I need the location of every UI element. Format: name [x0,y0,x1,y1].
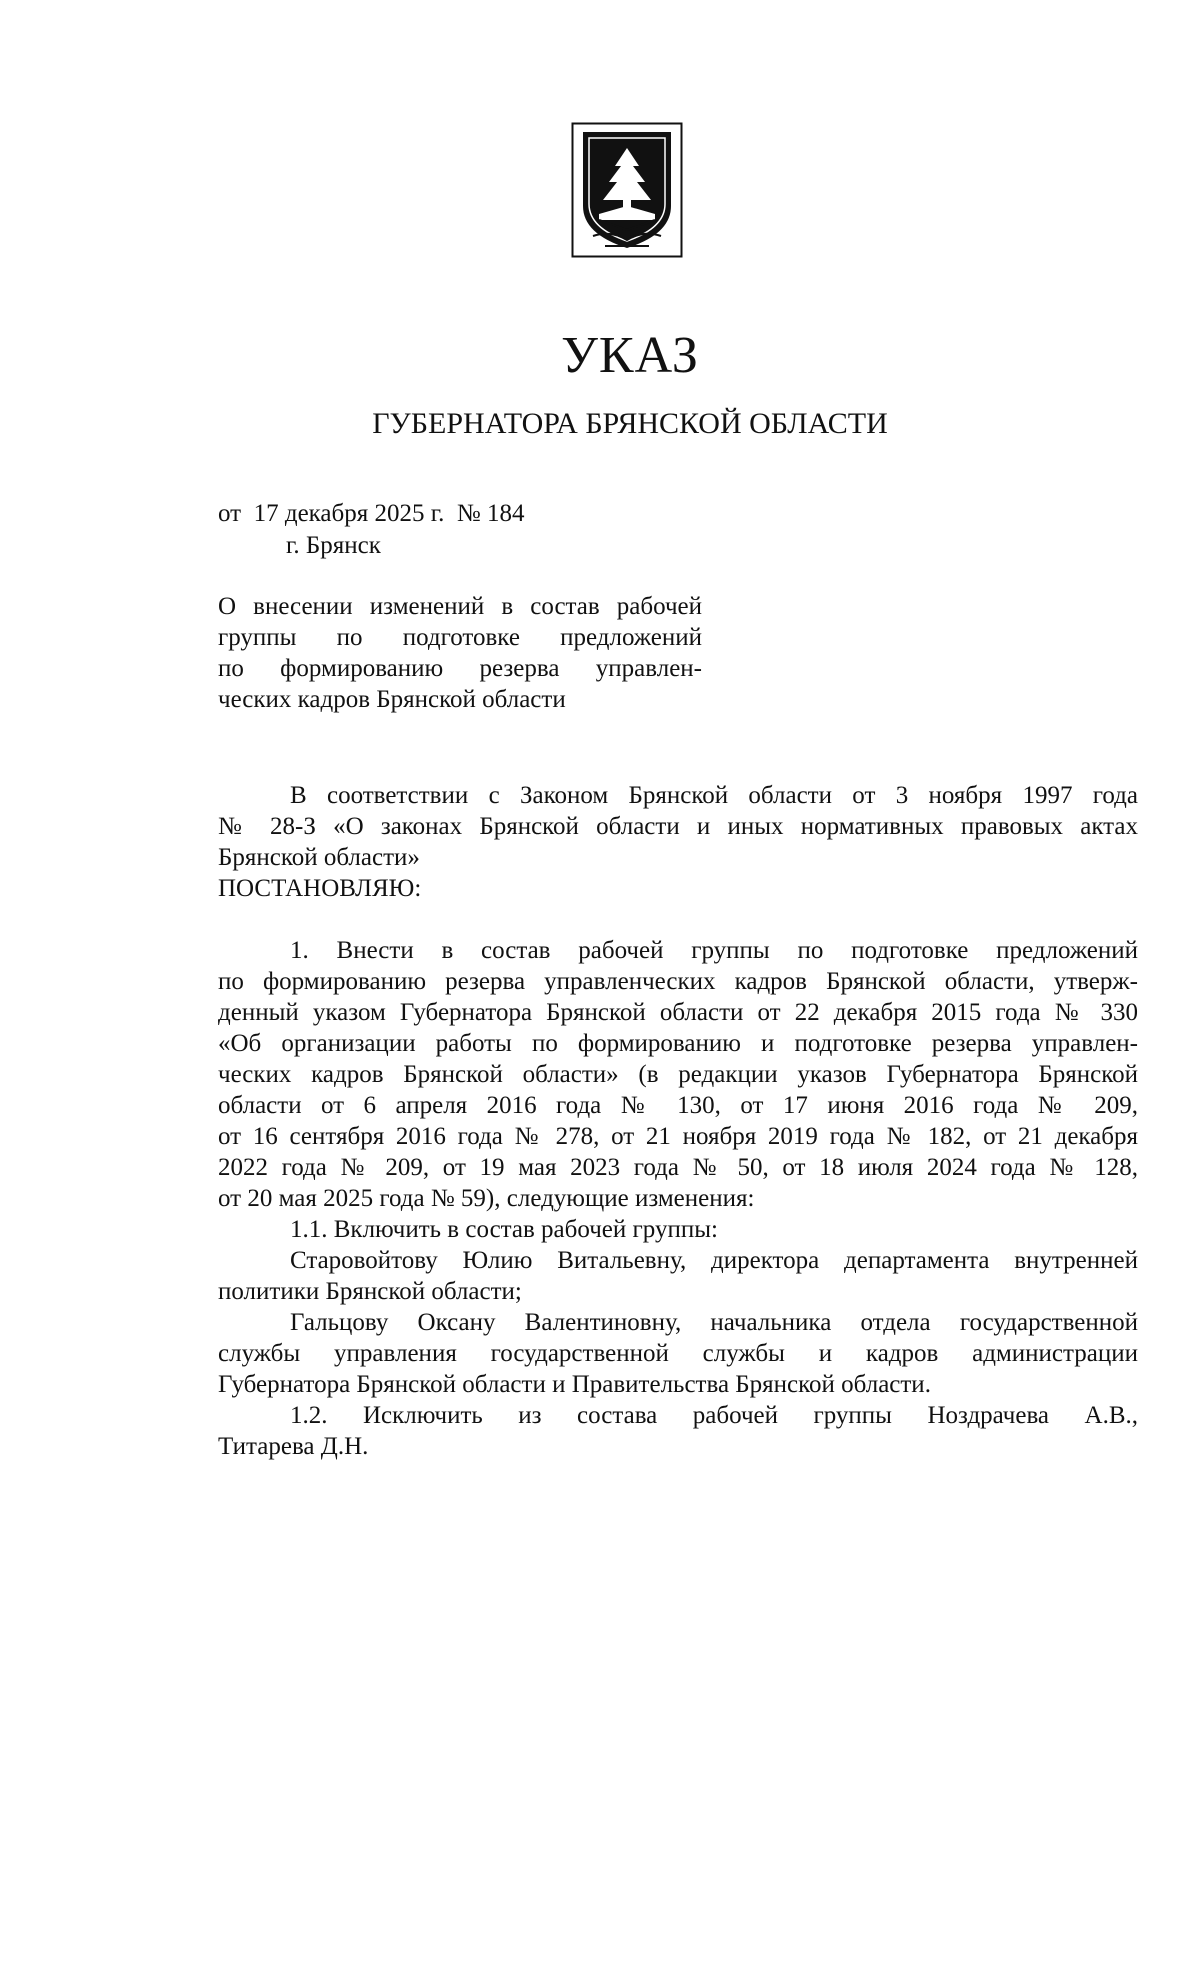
document-title: УКАЗ [561,327,699,384]
body-line: Старовойтову Юлию Витальевну, директора департамента внутренней [290,1247,1138,1274]
body-line: «Об организации работы по формированию и подготовке резерва управлен- [218,1030,1138,1057]
body-line: от 16 сентября 2016 года № 278, от 21 ноября 2019 года № 182, от 21 декабря [218,1123,1138,1150]
subject-line: группы по подготовке предложений [218,624,702,651]
preamble-paragraph [218,780,1138,904]
preamble-line: В соответствии с Законом Брянской области от 3 ноября 1997 года [290,782,1138,809]
body-line: 1.2. Исключить из состава рабочей группы Ноздрачева А.В., [290,1402,1138,1429]
subject-line: О внесении изменений в состав рабочей [218,593,702,620]
body-line: 2022 года № 209, от 19 мая 2023 года № 50, от 18 июля 2024 года № 128, [218,1154,1138,1181]
decree-body [218,935,1138,1462]
body-line: денный указом Губернатора Брянской области от 22 декабря 2015 года № 330 [218,999,1138,1026]
document-subtitle: ГУБЕРНАТОРА БРЯНСКОЙ ОБЛАСТИ [372,407,888,440]
decree-keyword: ПОСТАНОВЛЯЮ: [218,875,422,902]
preamble-line: Брянской области» [218,844,420,871]
preamble-line: № 28-З «О законах Брянской области и иных нормативных правовых актах [218,813,1138,840]
body-line: Губернатора Брянской области и Правительства Брянской области. [218,1371,931,1398]
body-line: от 20 мая 2025 года № 59), следующие изменения: [218,1185,755,1212]
body-line: Гальцову Оксану Валентиновну, начальника отдела государственной [290,1309,1138,1336]
subject-line: ческих кадров Брянской области [218,686,566,713]
subject-line: по формированию резерва управлен- [218,655,702,682]
coat-of-arms-emblem [571,122,683,258]
body-line: Титарева Д.Н. [218,1433,369,1460]
body-line: службы управления государственной службы и кадров администрации [218,1340,1138,1367]
city-line: г. Брянск [286,532,381,559]
body-line: политики Брянской области; [218,1278,522,1305]
body-line: ческих кадров Брянской области» (в редакции указов Губернатора Брянской [218,1061,1138,1088]
body-line: по формированию резерва управленческих кадров Брянской области, утверж- [218,968,1138,995]
date-number-line: от 17 декабря 2025 г. № 184 [218,500,525,527]
body-line: 1. Внести в состав рабочей группы по подготовке предложений [290,937,1138,964]
body-line: области от 6 апреля 2016 года № 130, от 17 июня 2016 года № 209, [218,1092,1138,1119]
document-subject [218,591,702,715]
body-line: 1.1. Включить в состав рабочей группы: [290,1216,718,1243]
